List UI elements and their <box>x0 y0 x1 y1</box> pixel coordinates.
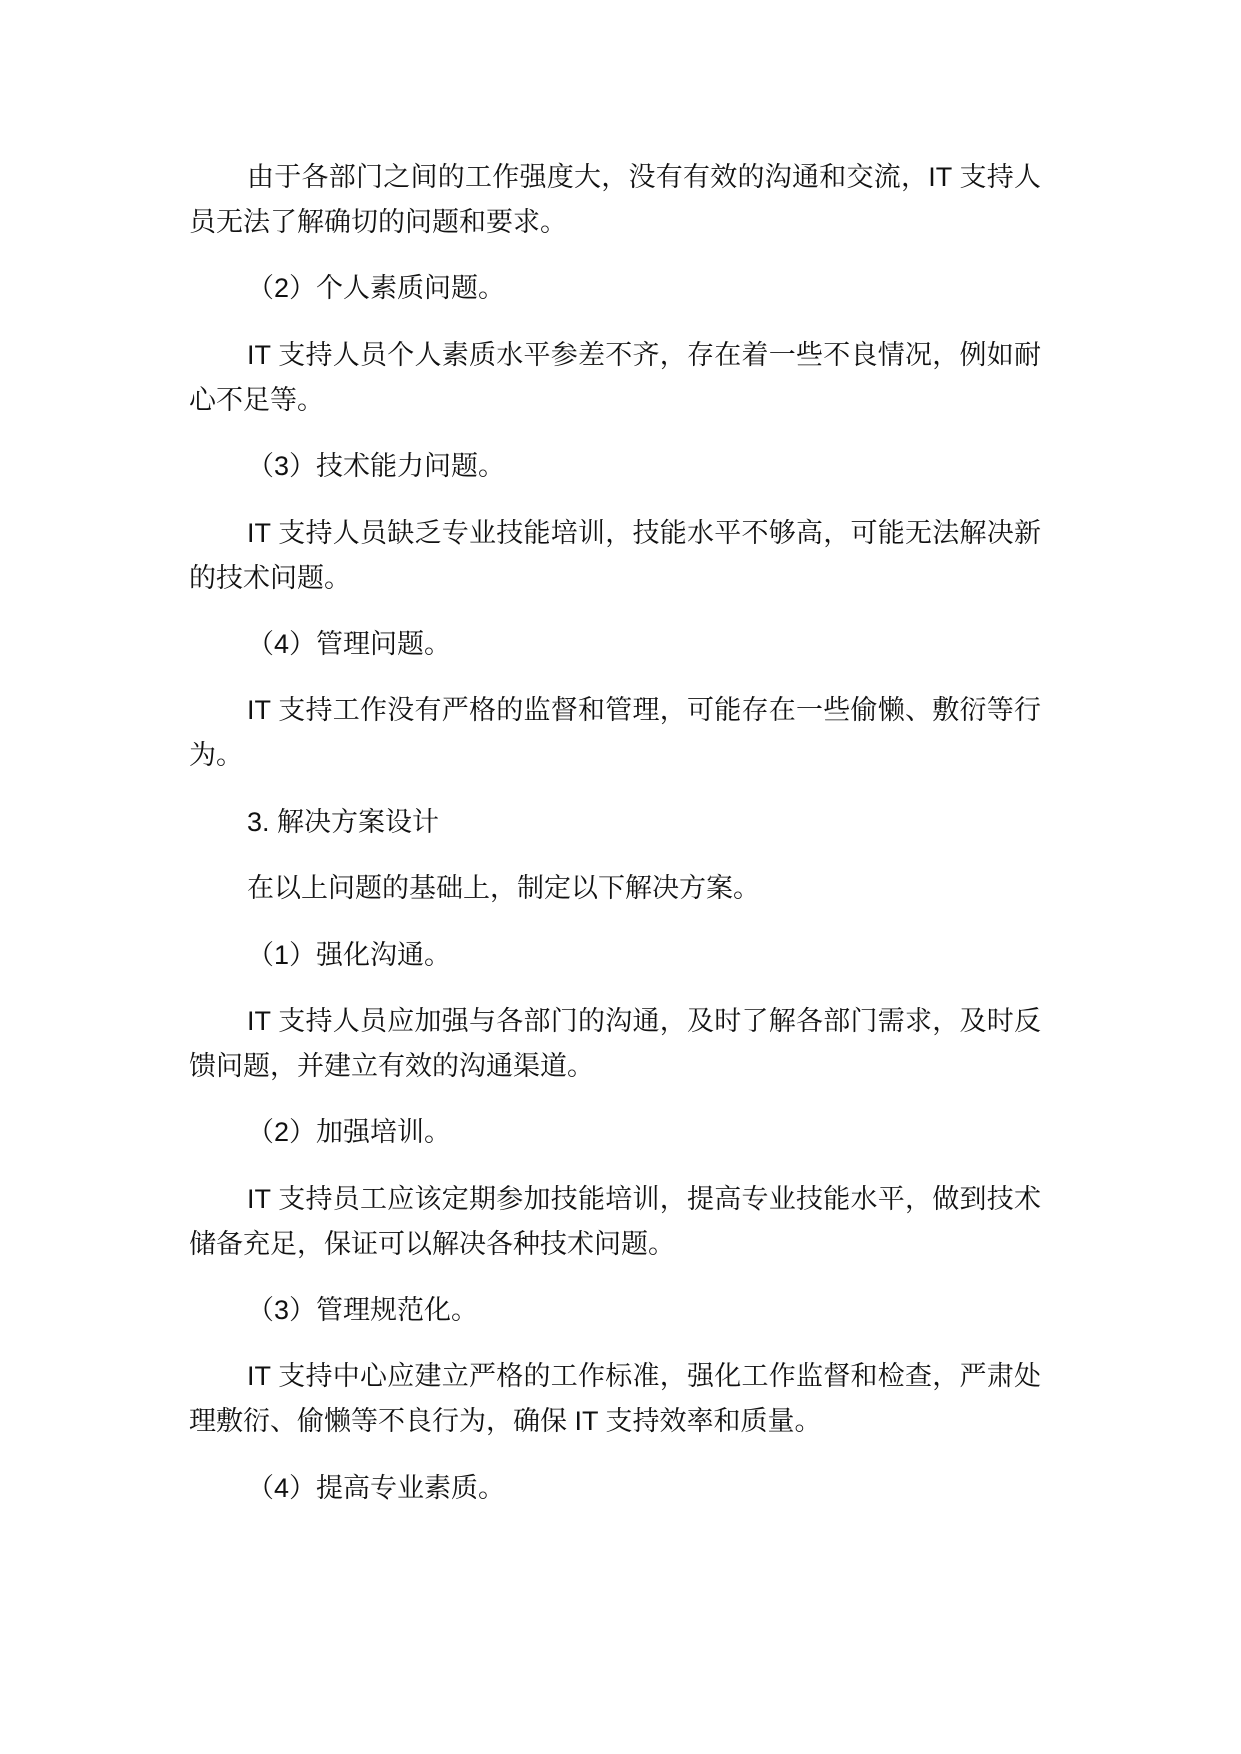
paragraph-line: 在以上问题的基础上，制定以下解决方案。 <box>247 873 760 904</box>
paragraph-line: IT 支持工作没有严格的监督和管理，可能存在一些偷懒、敷衍等行 <box>247 695 1041 726</box>
body-paragraph <box>189 155 1041 245</box>
section-title-text: 3. 解决方案设计 <box>247 806 440 837</box>
paragraph-line: IT 支持人员应加强与各部门的沟通，及时了解各部门需求，及时反 <box>247 1005 1041 1036</box>
body-paragraph <box>189 511 1041 601</box>
subheading-text: （3）管理规范化。 <box>247 1295 479 1326</box>
body-paragraph <box>189 999 1041 1089</box>
body-paragraph <box>189 866 1041 911</box>
subheading <box>189 1466 1041 1511</box>
subheading-text: （4）管理问题。 <box>247 628 452 659</box>
subheading-text: （2）加强培训。 <box>247 1117 452 1148</box>
paragraph-line: IT 支持人员个人素质水平参差不齐，存在着一些不良情况，例如耐 <box>247 339 1041 370</box>
subheading <box>189 622 1041 667</box>
paragraph-line: IT 支持员工应该定期参加技能培训，提高专业技能水平，做到技术 <box>247 1183 1041 1214</box>
subheading <box>189 1110 1041 1155</box>
body-paragraph <box>189 333 1041 423</box>
paragraph-line: IT 支持中心应建立严格的工作标准，强化工作监督和检查，严肃处 <box>247 1361 1041 1392</box>
subheading-text: （4）提高专业素质。 <box>247 1472 506 1503</box>
subheading <box>189 266 1041 311</box>
paragraph-line: IT 支持人员缺乏专业技能培训，技能水平不够高，可能无法解决新 <box>247 517 1041 548</box>
subheading-text: （1）强化沟通。 <box>247 939 452 970</box>
body-paragraph <box>189 1177 1041 1267</box>
paragraph-line: 馈问题，并建立有效的沟通渠道。 <box>189 1050 594 1081</box>
paragraph-line: 储备充足，保证可以解决各种技术问题。 <box>189 1228 675 1259</box>
section-title <box>189 800 1041 845</box>
body-paragraph <box>189 688 1041 778</box>
subheading-text: （2）个人素质问题。 <box>247 273 506 304</box>
subheading <box>189 1288 1041 1333</box>
subheading <box>189 444 1041 489</box>
paragraph-line: 员无法了解确切的问题和要求。 <box>189 207 567 237</box>
paragraph-line: 的技术问题。 <box>189 562 351 593</box>
paragraph-line: 为。 <box>189 740 243 771</box>
body-paragraph <box>189 1354 1041 1444</box>
paragraph-line: 心不足等。 <box>189 384 324 415</box>
document-body <box>189 155 1041 1532</box>
subheading <box>189 933 1041 978</box>
paragraph-line: 由于各部门之间的工作强度大，没有有效的沟通和交流，IT 支持人 <box>247 162 1041 192</box>
paragraph-line: 理敷衍、偷懒等不良行为，确保 IT 支持效率和质量。 <box>189 1406 822 1437</box>
subheading-text: （3）技术能力问题。 <box>247 451 506 482</box>
